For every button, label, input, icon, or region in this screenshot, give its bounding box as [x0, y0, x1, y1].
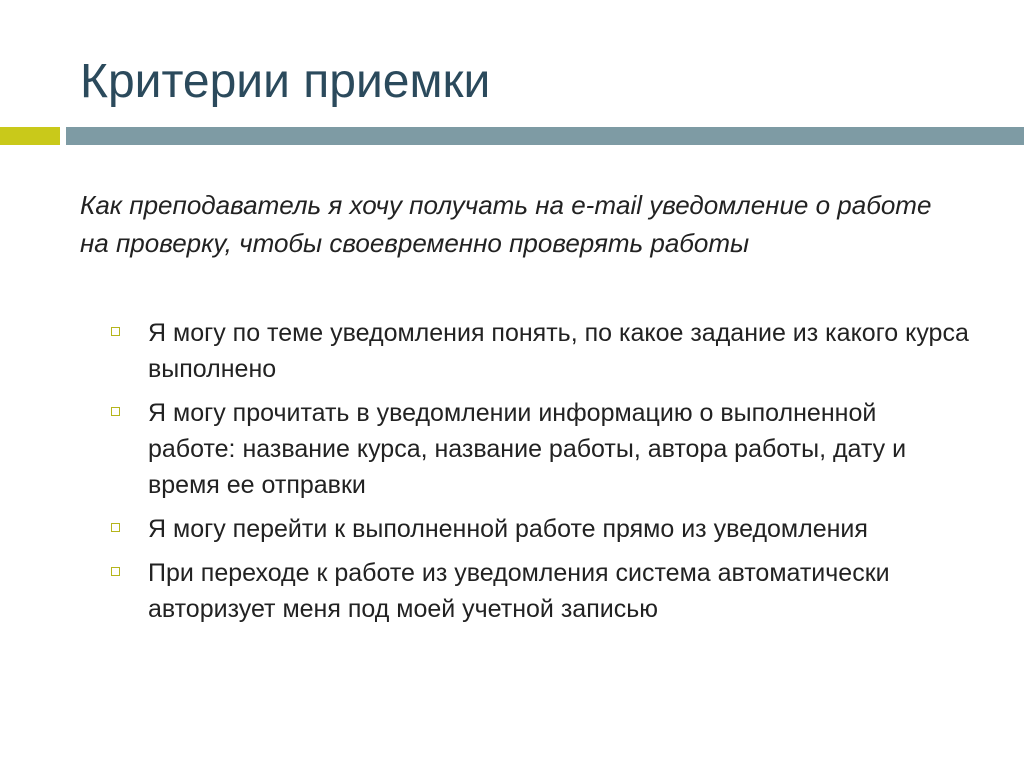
- list-item: [110, 511, 970, 547]
- acceptance-criteria-list: [110, 315, 970, 635]
- list-item-text: Я могу по теме уведомления понять, по какое задание из какого курса выполнено: [148, 319, 969, 383]
- square-bullet-icon: [111, 407, 120, 416]
- list-item: [110, 555, 970, 627]
- title-underline-bar: [66, 127, 1024, 145]
- list-item-text: Я могу прочитать в уведомлении информацию о выполненной работе: название курса, название работы, автора работы, дату и время ее отправки: [148, 399, 907, 499]
- accent-bar: [0, 127, 60, 145]
- list-item: [110, 395, 970, 503]
- list-item: [110, 315, 970, 387]
- list-item-text: Я могу перейти к выполненной работе прямо из уведомления: [148, 515, 868, 543]
- list-item-text: При переходе к работе из уведомления система автоматически авторизует меня под моей учетной записью: [148, 559, 890, 623]
- user-story-text: Как преподаватель я хочу получать на e-mail уведомление о работе на проверку, чтобы своевременно проверять работы: [80, 190, 932, 258]
- square-bullet-icon: [111, 567, 120, 576]
- slide-title: Критерии приемки: [80, 55, 491, 108]
- square-bullet-icon: [111, 523, 120, 532]
- square-bullet-icon: [111, 327, 120, 336]
